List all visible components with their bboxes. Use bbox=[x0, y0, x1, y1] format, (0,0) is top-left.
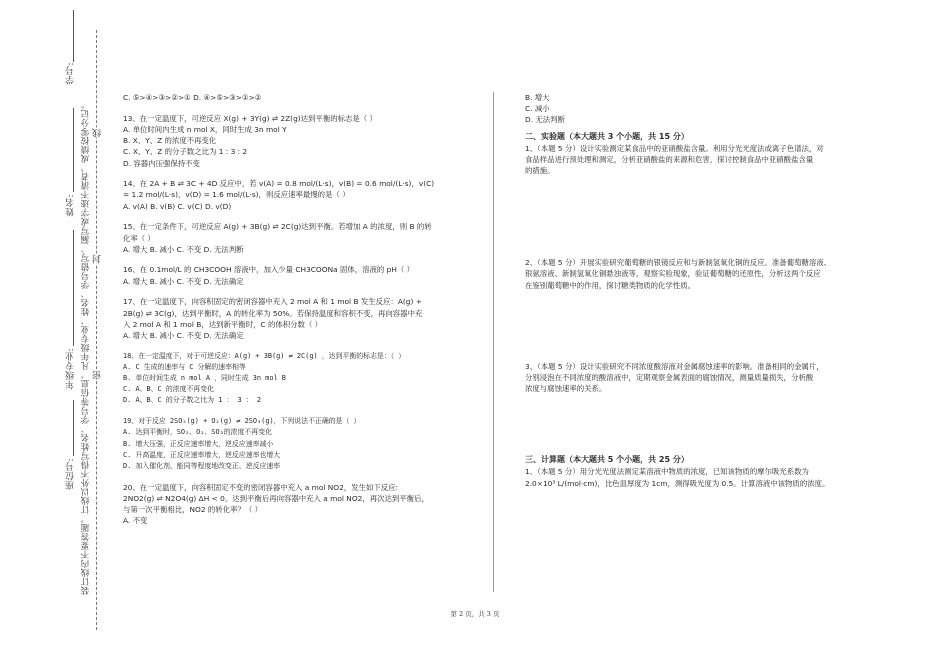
seat-label: 座位号: bbox=[66, 458, 76, 491]
option-line: C. 升高温度，正反应速率增大，逆反应速率也增大 bbox=[123, 450, 281, 459]
calculation-1-line: 1、（本题 5 分）用分光光度法测定某溶液中物质的浓度，已知该物质的摩尔吸光系数为 bbox=[525, 467, 809, 477]
option-line: D. A、B、C 的分子数之比为 1 ： 3 ： 2 bbox=[123, 396, 262, 405]
option-line: A. 增大 B. 减小 C. 不变 D. 无法判断 bbox=[123, 244, 244, 254]
option-line: A. C 生成的速率与 C 分解的速率相等 bbox=[123, 362, 246, 371]
experiment-3-line: 浓度与腐蚀速率的关系。 bbox=[525, 384, 607, 394]
option-line: B. 增大压强，正反应速率增大，逆反应速率减小 bbox=[123, 439, 274, 448]
class-label: 年级专业: bbox=[66, 348, 76, 390]
option-line: B. 增大 bbox=[525, 93, 550, 102]
cut-mark-secret: 密 bbox=[93, 370, 103, 380]
option-line: A. 增大 B. 减小 C. 不变 D. 无法确定 bbox=[123, 330, 244, 340]
experiment-3-line: 分别浸泡在不同浓度的酸溶液中，定期观察金属表面的腐蚀情况，测量质量损失，分析酸 bbox=[525, 373, 814, 383]
class-line bbox=[73, 230, 74, 346]
section-3-title: 三、计算题（本大题共 5 个小题，共 25 分） bbox=[525, 455, 689, 465]
experiment-3-line: 3、（本题 5 分）设计实验研究不同浓度酸溶液对金属腐蚀速率的影响。准备相同的金属片， bbox=[525, 361, 824, 371]
question-14: 14、在 2A + B ⇌ 3C + 4D 反应中，若 v(A) = 0.8 mol/(L·s)，v(B) = 0.6 mol/(L·s)，v(C) bbox=[123, 179, 435, 189]
option-line: A. 不变 bbox=[123, 516, 148, 526]
option-line: A. 增大 B. 减小 C. 不变 D. 无法确定 bbox=[123, 276, 244, 286]
question-13: 13、在一定温度下，可逆反应 X(g) + 3Y(g) ⇌ 2Z(g)达到平衡的标志是（ ） bbox=[123, 113, 377, 123]
option-line: C. 减小 bbox=[525, 104, 550, 114]
question-17: 17、在一定温度下，向容积固定的密闭容器中充入 2 mol A 和 1 mol B 发生反应：A(g) + bbox=[123, 297, 422, 307]
question-15: 15、在一定条件下，可逆反应 A(g) + 3B(g) ⇌ 2C(g)达到平衡。若增加 A 的浓度，则 B 的转 bbox=[123, 222, 432, 232]
option-line: C. A、B、C 的浓度不再变化 bbox=[123, 385, 215, 394]
question-20: 20、在一定温度下，向容积固定不变的密闭容器中充入 a mol NO2，发生如下反应: bbox=[123, 482, 399, 492]
option-line: A. v(A) B. v(B) C. v(C) D. v(D) bbox=[123, 201, 232, 211]
binding-margin bbox=[0, 0, 120, 672]
experiment-2-line: 在鉴别葡萄糖中的作用，探讨糖类物质的化学性质。 bbox=[525, 280, 695, 290]
experiment-1-line: 1、（本题 5 分）设计实验测定某食品中的亚硝酸盐含量。利用分光光度法或离子色谱法，对 bbox=[525, 143, 824, 153]
option-line: A. 单位时间内生成 n mol X，同时生成 3n mol Y bbox=[123, 124, 287, 134]
experiment-2-line: 银氨溶液、新制氢氧化铜悬浊液等，观察实验现象，验证葡萄糖的还原性，分析这两个反应 bbox=[525, 269, 821, 279]
text-line: 入 2 mol A 和 1 mol B，达到新平衡时，C 的体积分数（ ） bbox=[123, 319, 323, 329]
text-line: 化率（ ） bbox=[123, 233, 155, 243]
column-divider bbox=[493, 92, 494, 592]
option-line: B. 单位时间生成 n mol A ，同时生成 3n mol B bbox=[123, 374, 286, 383]
text-line: 2B(g) ⇌ 3C(g)，达到平衡时，A 的转化率为 50%。若保持温度和容积不变，再向容器中充 bbox=[123, 308, 423, 318]
question-19: 19、对于反应 2SO₂(g) + O₂(g) ⇌ 2SO₃(g)，下列说法不正确的是（ ） bbox=[123, 417, 361, 426]
page-footer: 第 2 页，共 3 页 bbox=[450, 610, 500, 618]
option-line: D. 容器内压强保持不变 bbox=[123, 158, 200, 168]
text-line: 与第一次平衡相比，NO2 的转化率？（ ） bbox=[123, 505, 262, 515]
name-line bbox=[73, 108, 74, 192]
name-label: 姓名: bbox=[66, 194, 76, 217]
option-line: D. 加入催化剂，能同等程度地改变正、逆反应速率 bbox=[123, 461, 281, 470]
cut-mark-seal: 封 bbox=[93, 254, 103, 264]
calculation-1-line: 2.0×10³ L/(mol·cm)，比色皿厚度为 1cm，测得吸光度为 0.5。计算溶液中该物质的浓度。 bbox=[525, 478, 830, 488]
question-16: 16、在 0.1mol/L 的 CH3COOH 溶液中，加入少量 CH3COONa 固体，溶液的 pH（ ） bbox=[123, 265, 415, 275]
question-18: 18、在一定温度下，对于可逆反应：A(g) + 3B(g) ⇌ 2C(g) ，达到平衡的标志是：（ ） bbox=[123, 351, 406, 360]
text-line: = 1.2 mol/(L·s)，v(D) = 1.6 mol/(L·s)，则反应速率最慢的是（ ） bbox=[123, 190, 350, 200]
cut-dash-line bbox=[96, 30, 97, 630]
student-id-line bbox=[73, 10, 74, 62]
student-id-label: 学号: bbox=[66, 62, 76, 85]
experiment-2-line: 2、（本题 5 分）开展实验研究葡萄糖的银镜反应和与新制氢氧化铜的反应。准备葡萄糖溶液、 bbox=[525, 258, 832, 268]
option-line: C. X、Y、Z 的分子数之比为 1 : 3 : 2 bbox=[123, 147, 248, 157]
experiment-1-line: 食品样品进行预处理和测定，分析亚硝酸盐的来源和危害，探讨控制食品中亚硝酸盐含量 bbox=[525, 154, 814, 164]
option-line: D. 无法判断 bbox=[525, 115, 565, 125]
right-column bbox=[525, 92, 915, 489]
section-2-title: 二、实验题（本大题共 3 个小题，共 15 分） bbox=[525, 131, 689, 141]
option-line: A. 达到平衡时，SO₂、O₂、SO₃的浓度不再变化 bbox=[123, 428, 272, 437]
option-line: B. X、Y、Z 的浓度不再变化 bbox=[123, 136, 217, 146]
left-column bbox=[123, 92, 485, 527]
text-line: 2NO2(g) ⇌ N2O4(g) ΔH < 0。达到平衡后再向容器中充入 a mol NO2，再次达到平衡后， bbox=[123, 493, 429, 503]
cut-mark-line: 线 bbox=[93, 128, 103, 138]
experiment-1-line: 的措施。 bbox=[525, 166, 555, 176]
seat-line bbox=[73, 400, 74, 456]
text-line: C. ⑤>④>③>②>① D. ④>⑤>③>①>② bbox=[123, 93, 262, 102]
binding-rule-text: 装订线内不要答题，订线以外不得写姓名、学号等信息，凡年级专业、姓名、学号错写、漏写或字迹不清者，成绩按零分记。 bbox=[81, 100, 91, 595]
